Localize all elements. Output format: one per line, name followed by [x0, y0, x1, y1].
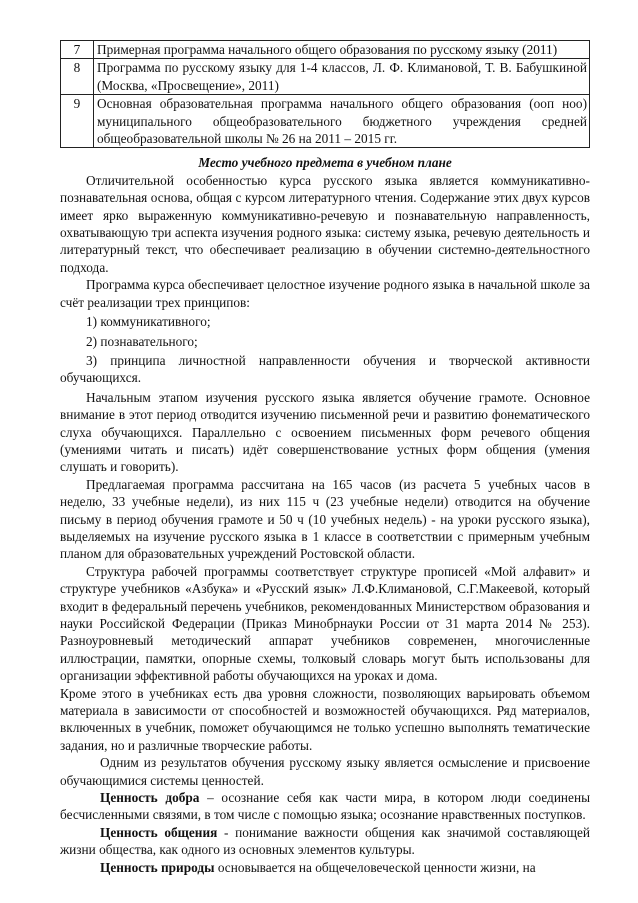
- row-text: Программа по русскому языку для 1-4 классов, Л. Ф. Климановой, Т. В. Бабушкиной (Москва, «Просвещение», 2011): [94, 59, 590, 95]
- table-row: [61, 95, 590, 148]
- row-text: Примерная программа начального общего образования по русскому языку (2011): [94, 41, 590, 59]
- value-paragraph: [60, 789, 590, 824]
- references-table: [60, 40, 590, 148]
- principles-list: [60, 313, 590, 387]
- paragraph: Одним из результатов обучения русскому языку является осмысление и присвоение обучающимися системы ценностей.: [60, 755, 590, 788]
- value-term: Ценность общения: [100, 824, 218, 840]
- value-term: Ценность добра: [100, 790, 200, 806]
- paragraph: Предлагаемая программа рассчитана на 165 часов (из расчета 5 учебных часов в неделю, 33 учебные недели), из них 115 ч (23 учебные недели) отводится на обучение письму в период обучения грамоте и 50 ч (10 учебных недель) - на уроки русского языка), выделяемых на изучение русского языка в 1 классе в соответствии с примерным учебным планом для образовательных учреждений Ростовской области.: [60, 476, 590, 562]
- paragraph: Кроме этого в учебниках есть два уровня сложности, позволяющих варьировать объемом материала в зависимости от способностей и возможностей обучающихся. Ряд материалов, включенных в учебник, поможет обучающимся не только успешно выполнять тематические задания, но и различные творческие работы.: [60, 685, 590, 753]
- row-number: 9: [61, 95, 94, 148]
- paragraph: Отличительной особенностью курса русского языка является коммуникативно-познавательная основа, общая с курсом литературного чтения. Содержание этих двух курсов имеет ярко выраженную коммуникативно-речевую и познавательную направленность, охватывающую три аспекта изучения родного языка: систему языка, речевую деятельность и литературный текст, что обеспечивает реализацию в обучении системно-деятельностного подхода.: [60, 172, 590, 275]
- paragraph: Начальным этапом изучения русского языка является обучение грамоте. Основное внимание в этот период отводится изучению письменной речи и развитию фонематического слуха обучающихся. Параллельно с освоением письменных форм речевого общения (умениями читать и писать) идёт совершенствование устных форм общения (умения слушать и говорить).: [60, 389, 590, 475]
- paragraph: Программа курса обеспечивает целостное изучение родного языка в начальной школе за счёт реализации трех принципов:: [60, 277, 590, 310]
- row-text: Основная образовательная программа начального общего образования (ооп ноо) муниципального общеобразовательного бюджетного учреждения средней общеобразовательной школы № 26 на 2011 – 2015 гг.: [94, 95, 590, 148]
- value-term: Ценность природы: [100, 859, 215, 875]
- table-row: [61, 41, 590, 59]
- value-text: – осознание себя как части мира, в котором люди соединены бесчисленными связями, в том числе с помощью языка; осознание нравственных поступков.: [60, 790, 590, 823]
- row-number: 8: [61, 59, 94, 95]
- value-paragraph: [60, 859, 590, 876]
- row-number: 7: [61, 41, 94, 59]
- list-item: 2) познавательного;: [86, 333, 198, 349]
- table-row: [61, 59, 590, 95]
- list-item: 1) коммуникативного;: [86, 314, 211, 330]
- section-title: Место учебного предмета в учебном плане: [198, 155, 452, 171]
- value-text: основывается на общечеловеческой ценности жизни, на: [214, 859, 536, 875]
- list-item: 3) принципа личностной направленности обучения и творческой активности обучающихся.: [60, 352, 590, 386]
- document-page: [60, 40, 590, 876]
- value-text: - понимание важности общения как значимой составляющей жизни общества, как одного из основных элементов культуры.: [60, 824, 590, 858]
- paragraph: Структура рабочей программы соответствует структуре прописей «Мой алфавит» и структуре учебников «Азбука» и «Русский язык» Л.Ф.Климановой, С.Г.Макеевой, который входит в федеральный перечень учебников, рекомендованных Министерством образования и науки Российской Федерации (Приказ Минобрнауки России от 31 марта 2014 № 253). Разноуровневый методический аппарат учебников современен, многочисленные иллюстрации, памятки, опорные схемы, толковый словарь могут быть использованы для организации эффективной работы обучающихся на уроках и дома.: [60, 563, 590, 684]
- value-paragraph: [60, 824, 590, 859]
